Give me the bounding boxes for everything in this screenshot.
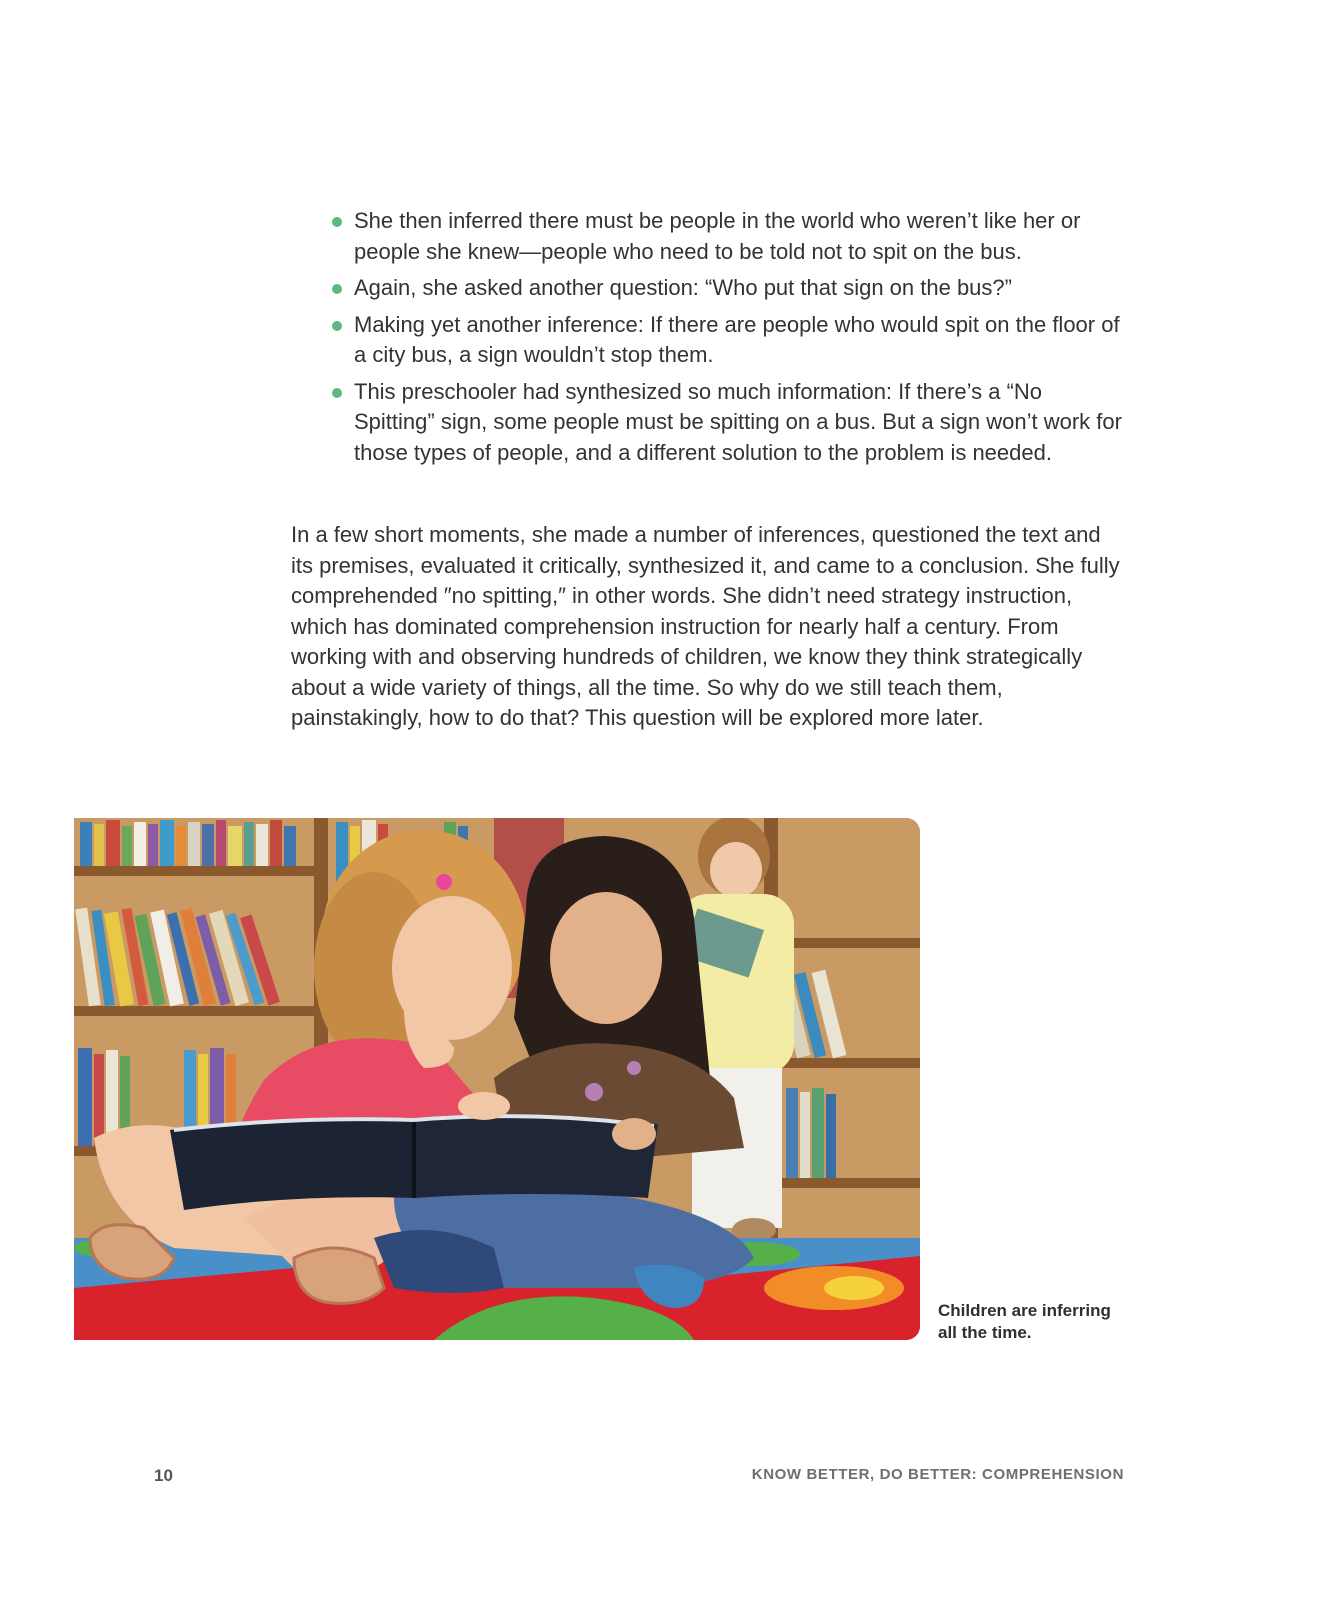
page-number: 10 [154,1466,173,1485]
bullet-dot-icon [332,321,342,331]
caption-line-1: Children are inferring [938,1301,1111,1320]
bullet-text: This preschooler had synthesized so much information: If there’s a “No Spitting” sign, some people must be spitting on a bus. But a sign won’t work for those types of people, and a different solution to the problem is needed. [354,378,1122,465]
body-paragraph: In a few short moments, she made a number of inferences, questioned the text and its premises, evaluated it critically, synthesized it, and came to a conclusion. She fully comprehended ″no spitting,″ in other words. She didn’t need strategy instruction, which has dominated comprehension instruction for nearly half a century. From working with and observing hundreds of children, we know they think strategically about a wide variety of things, all the time. So why do we still teach them, painstakingly, how to do that? This question will be explored more later. [291,522,1120,730]
bullet-item [332,206,1122,267]
children-reading-photo [74,818,920,1340]
running-footer-title: KNOW BETTER, DO BETTER: COMPREHENSION [751,1466,1124,1483]
bullet-dot-icon [332,284,342,294]
bullet-item [332,273,1122,304]
bullet-dot-icon [332,388,342,398]
bullet-text: She then inferred there must be people in the world who weren’t like her or people she knew—people who need to be told not to spit on the bus. [354,208,1081,264]
bullet-dot-icon [332,217,342,227]
bullet-item [332,377,1122,469]
photo-caption [938,1300,1138,1344]
bullet-text: Making yet another inference: If there are people who would spit on the floor of a city bus, a sign wouldn’t stop them. [354,311,1120,367]
bullet-list [332,206,1122,474]
photo-illustration [74,818,920,1340]
caption-line-2: all the time. [938,1323,1032,1342]
bullet-text: Again, she asked another question: “Who put that sign on the bus?” [354,275,1012,300]
bullet-item [332,310,1122,371]
